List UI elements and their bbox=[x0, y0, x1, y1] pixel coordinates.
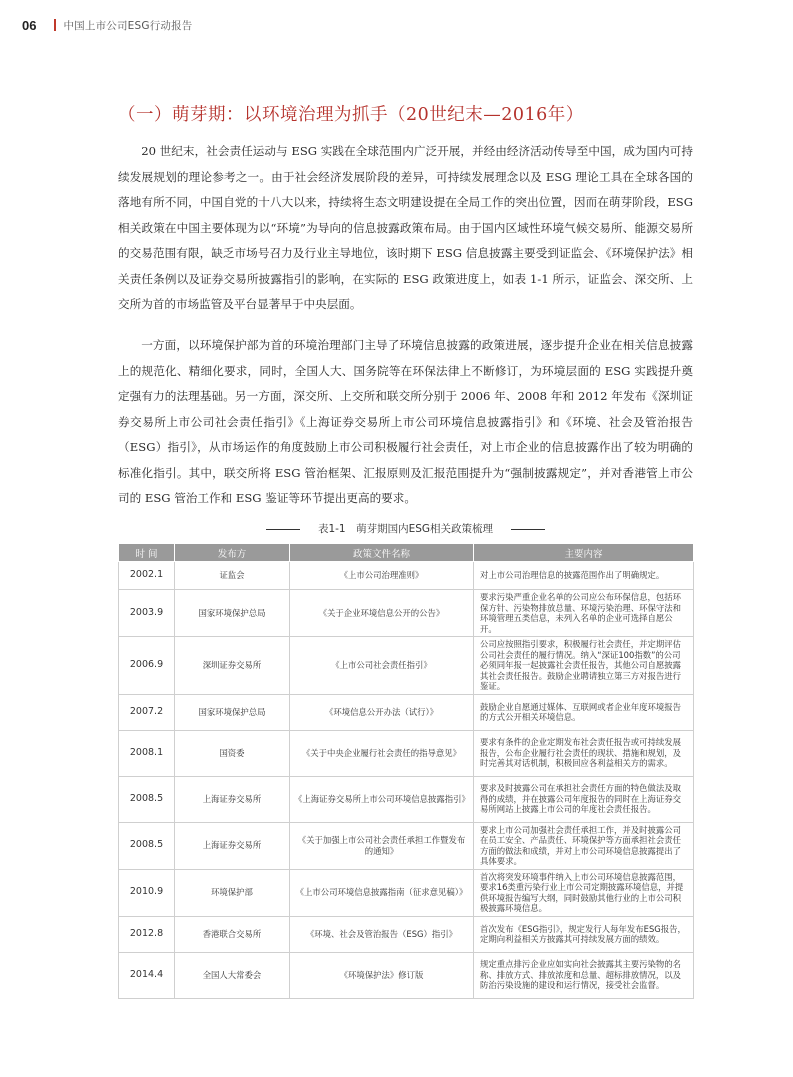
table-row bbox=[119, 590, 694, 637]
cell-content: 要求及时披露公司在承担社会责任方面的特色做法及取得的成绩，并在披露公司年度报告的同时在上海证券交易所网站上披露上市公司的年度社会责任报告。 bbox=[474, 776, 694, 822]
table-row bbox=[119, 952, 694, 998]
cell-content: 要求有条件的企业定期发布社会责任报告或可持续发展报告，公布企业履行社会责任的现状、措施和规划，及时完善其对话机制，积极回应各利益相关方的需求。 bbox=[474, 730, 694, 776]
cell-title: 《上市公司社会责任指引》 bbox=[290, 637, 474, 695]
cell-issuer: 深圳证券交易所 bbox=[175, 637, 290, 695]
cell-title: 《环境保护法》修订版 bbox=[290, 952, 474, 998]
cell-content: 对上市公司治理信息的披露范围作出了明确规定。 bbox=[474, 562, 694, 590]
section-heading: （一）萌芽期：以环境治理为抓手（20世纪末—2016年） bbox=[118, 105, 584, 125]
paragraph-text: 一方面，以环境保护部为首的环境治理部门主导了环境信息披露的政策进展，逐步提升企业在相关信息披露上的规范化、精细化要求，同时，全国人大、国务院等在环保法律上不断修订，为环境层面的 ESG 实践提升奠定强有力的法理基础。另一方面，深交所、上交所和联交所分别于 2006 年、2008 年和 2012 年发布《深圳证券交易所上市公司社会责任指引》《上海证券交易所上市公司环境信息披露指引》和《环境、社会及管治报告（ESG）指引》，从市场运作的角度鼓励上市公司积极履行社会责任，对上市企业的信息披露作出了较为明确的标准化指引。其中，联交所将 ESG 管治框架、汇报原则及汇报范围提升为“强制披露规定”，并对香港管上市公司的 ESG 管治工作和 ESG 鉴证等环节提出更高的要求。 bbox=[118, 338, 693, 505]
column-header-time: 时 间 bbox=[119, 544, 175, 562]
table-row bbox=[119, 637, 694, 695]
caption-dash-left bbox=[266, 529, 300, 530]
cell-title: 《关于企业环境信息公开的公告》 bbox=[290, 590, 474, 637]
table-header-row bbox=[119, 544, 694, 562]
cell-title: 《关于加强上市公司社会责任承担工作暨发布的通知》 bbox=[290, 822, 474, 869]
cell-title: 《环境信息公开办法（试行）》 bbox=[290, 694, 474, 730]
cell-content: 首次将突发环境事件纳入上市公司环境信息披露范围，要求16类重污染行业上市公司定期披露环境信息，并提供环境报告编写大纲，同时鼓励其他行业的上市公司积极披露环境信息。 bbox=[474, 869, 694, 916]
table-row bbox=[119, 776, 694, 822]
table-row bbox=[119, 822, 694, 869]
column-header-title: 政策文件名称 bbox=[290, 544, 474, 562]
cell-issuer: 证监会 bbox=[175, 562, 290, 590]
cell-title: 《上市公司环境信息披露指南（征求意见稿）》 bbox=[290, 869, 474, 916]
cell-title: 《环境、社会及管治报告（ESG）指引》 bbox=[290, 916, 474, 952]
header-divider bbox=[54, 19, 56, 31]
cell-title: 《上海证券交易所上市公司环境信息披露指引》 bbox=[290, 776, 474, 822]
report-title: 中国上市公司ESG行动报告 bbox=[63, 19, 193, 32]
cell-issuer: 国家环境保护总局 bbox=[175, 590, 290, 637]
cell-time: 2003.9 bbox=[119, 590, 175, 637]
table-row bbox=[119, 694, 694, 730]
policy-table bbox=[118, 543, 694, 999]
table-row bbox=[119, 916, 694, 952]
cell-issuer: 上海证券交易所 bbox=[175, 822, 290, 869]
page-number: 06 bbox=[22, 17, 37, 33]
cell-time: 2008.1 bbox=[119, 730, 175, 776]
cell-time: 2010.9 bbox=[119, 869, 175, 916]
cell-title: 《上市公司治理准则》 bbox=[290, 562, 474, 590]
cell-issuer: 上海证券交易所 bbox=[175, 776, 290, 822]
column-header-content: 主要内容 bbox=[474, 544, 694, 562]
cell-time: 2008.5 bbox=[119, 776, 175, 822]
cell-content: 规定重点排污企业应如实向社会披露其主要污染物的名称、排放方式、排放浓度和总量、超标排放情况，以及防治污染设施的建设和运行情况，接受社会监督。 bbox=[474, 952, 694, 998]
cell-issuer: 国家环境保护总局 bbox=[175, 694, 290, 730]
cell-content: 要求上市公司加强社会责任承担工作，并及时披露公司在员工安全、产品责任、环境保护等方面承担社会责任方面的做法和成绩，并对上市公司环境信息披露提出了具体要求。 bbox=[474, 822, 694, 869]
cell-content: 鼓励企业自愿通过媒体、互联网或者企业年度环境报告的方式公开相关环境信息。 bbox=[474, 694, 694, 730]
caption-dash-right bbox=[511, 529, 545, 530]
cell-content: 公司应按照指引要求，积极履行社会责任，并定期评估公司社会责任的履行情况。纳入“深证100指数”的公司必须同年报一起披露社会责任报告，其他公司自愿披露其社会责任报告。鼓励企业聘请独立第三方对报告进行鉴证。 bbox=[474, 637, 694, 695]
cell-issuer: 全国人大常委会 bbox=[175, 952, 290, 998]
table-caption bbox=[118, 521, 693, 536]
cell-content: 首次发布《ESG指引》，规定发行人每年发布ESG报告，定期向利益相关方披露其可持续发展方面的绩效。 bbox=[474, 916, 694, 952]
cell-issuer: 环境保护部 bbox=[175, 869, 290, 916]
cell-time: 2002.1 bbox=[119, 562, 175, 590]
cell-time: 2008.5 bbox=[119, 822, 175, 869]
cell-time: 2014.4 bbox=[119, 952, 175, 998]
cell-time: 2012.8 bbox=[119, 916, 175, 952]
cell-title: 《关于中央企业履行社会责任的指导意见》 bbox=[290, 730, 474, 776]
body-paragraph-1 bbox=[118, 139, 693, 318]
cell-time: 2006.9 bbox=[119, 637, 175, 695]
cell-content: 要求污染严重企业名单的公司应公布环保信息，包括环保方针、污染物排放总量、环境污染治理、环保守法和环境管理五类信息，未列入名单的企业可选择自愿公开。 bbox=[474, 590, 694, 637]
cell-issuer: 香港联合交易所 bbox=[175, 916, 290, 952]
table-row bbox=[119, 869, 694, 916]
table-caption-text: 表1-1 萌芽期国内ESG相关政策梳理 bbox=[317, 523, 494, 535]
table-row bbox=[119, 730, 694, 776]
table-row bbox=[119, 562, 694, 590]
body-paragraph-2 bbox=[118, 333, 693, 512]
column-header-issuer: 发布方 bbox=[175, 544, 290, 562]
page-header bbox=[22, 15, 193, 35]
cell-issuer: 国资委 bbox=[175, 730, 290, 776]
paragraph-text: 20 世纪末，社会责任运动与 ESG 实践在全球范围内广泛开展，并经由经济活动传导至中国，成为国内可持续发展规划的理论参考之一。由于社会经济发展阶段的差异，可持续发展理念以及 ESG 理论工具在全球各国的落地有所不同，中国自党的十八大以来，持续将生态文明建设提在全局工作的突出位置，因而在萌芽阶段，ESG 相关政策在中国主要体现为以“环境”为导向的信息披露政策布局。由于国内区域性环境气候交易所、能源交易所的交易范围有限，缺乏市场号召力及行业主导地位，该时期下 ESG 信息披露主要受到证监会、《环境保护法》相关责任条例以及证券交易所披露指引的影响，在实际的 ESG 政策进度上，如表 1-1 所示，证监会、深交所、上交所为首的市场监管及平台显著早于中央层面。 bbox=[118, 144, 693, 311]
cell-time: 2007.2 bbox=[119, 694, 175, 730]
